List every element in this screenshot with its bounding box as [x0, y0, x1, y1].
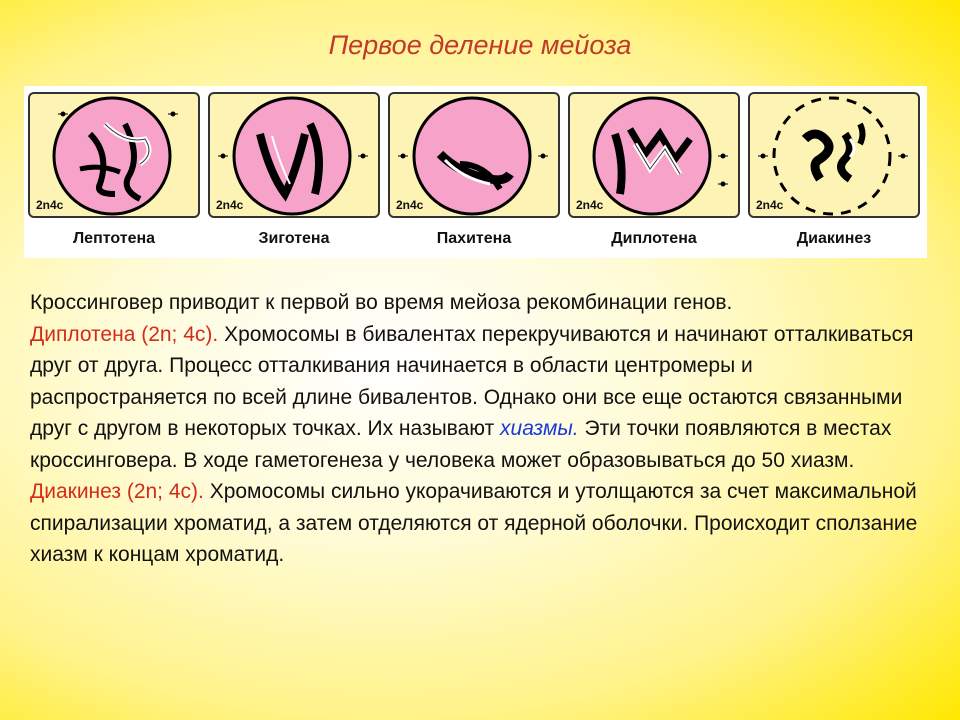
diakinesis-label: Диакинез (2n; 4c).	[30, 480, 204, 503]
ploidy-label: 2n4c	[756, 198, 784, 212]
ploidy-label: 2n4c	[36, 198, 64, 212]
chiasma-term: хиазмы.	[500, 417, 579, 440]
slide-title: Первое деление мейоза	[328, 30, 632, 60]
diakinesis-text: Хромосомы сильно укорачиваются и утолщаются за счет максимальной спирализации хроматид, а затем отделяются от ядерной оболочки. Происходит сползание хиазм к концам хроматид.	[30, 480, 918, 566]
leptotene-panel	[28, 92, 200, 218]
diplotene-text-b: Эти точки появляются в местах кроссинговера. В ходе гаметогенеза у человека может образовываться до 50 хиазм.	[30, 417, 892, 472]
meiosis-stages-figure	[24, 86, 927, 258]
stage-label-leptotene: Лептотена	[72, 230, 156, 247]
ploidy-label: 2n4c	[216, 198, 244, 212]
diplotene-panel	[568, 92, 740, 218]
zygotene-panel	[208, 92, 380, 218]
crossing-over-sentence: Кроссинговер приводит к первой во время мейоза рекомбинации генов.	[30, 291, 733, 314]
diplotene-label: Диплотена (2n; 4c).	[30, 322, 219, 346]
ploidy-label: 2n4c	[576, 198, 604, 212]
stage-label-zygotene: Зиготена	[258, 230, 330, 247]
diplotene-text-a: Хромосомы в бивалентах перекручиваются и начинают отталкиваться друг от друга. Процесс отталкивания начинается в области центромеры и распространяется по всей длине бивалентов. Однако они все еще остаются связанными друг с другом в некоторых точках. Их называют	[30, 322, 914, 440]
diakinesis-panel	[748, 92, 920, 218]
body-text	[30, 287, 930, 571]
stage-label-diplotene: Диплотена	[611, 230, 697, 247]
stage-label-pachytene: Пахитена	[436, 230, 512, 247]
stage-label-diakinesis: Диакинез	[796, 230, 872, 247]
pachytene-panel	[388, 92, 560, 218]
ploidy-label: 2n4c	[396, 198, 424, 212]
